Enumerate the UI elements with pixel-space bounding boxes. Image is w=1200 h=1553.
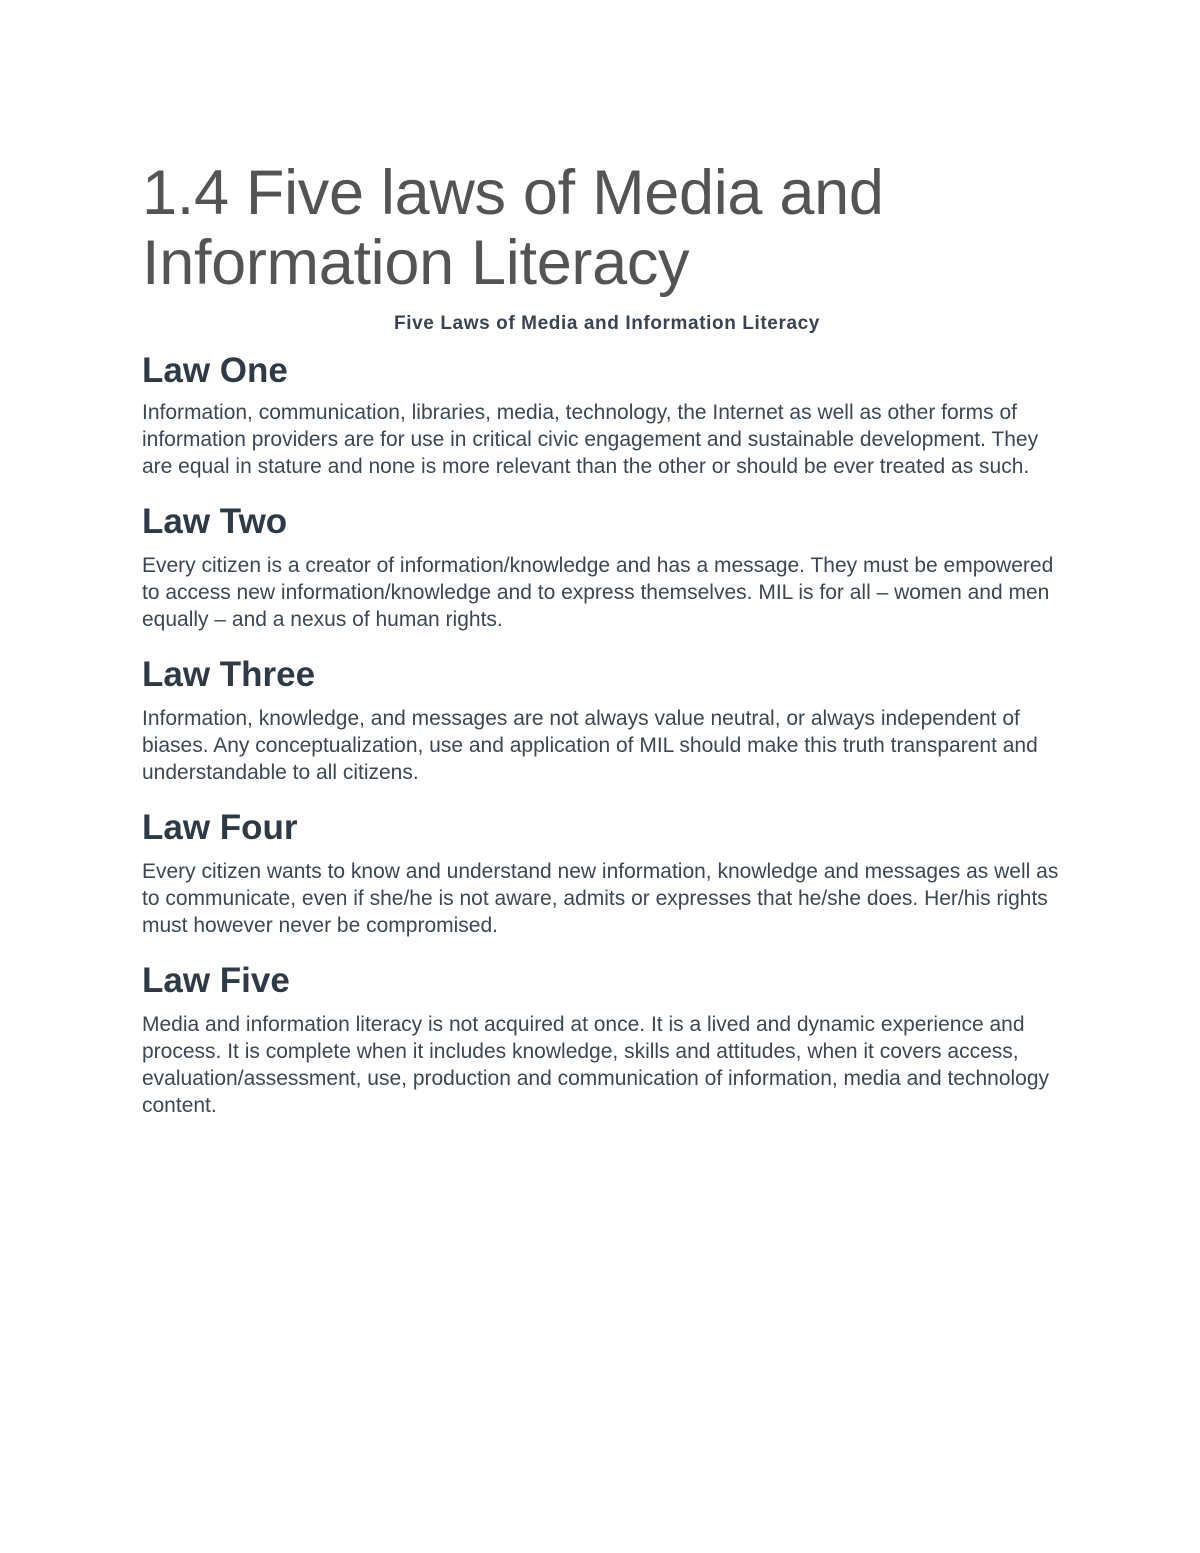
law-heading: Law One xyxy=(142,351,288,390)
law-heading: Law Five xyxy=(142,961,290,1000)
document-subtitle: Five Laws of Media and Information Literacy xyxy=(394,313,820,334)
law-heading: Law Two xyxy=(142,502,288,541)
law-heading: Law Three xyxy=(142,655,316,694)
law-section-two xyxy=(142,500,1072,633)
law-section-four xyxy=(142,806,1072,939)
law-heading: Law Four xyxy=(142,808,298,847)
law-body: Media and information literacy is not acquired at once. It is a lived and dynamic experience and process. It is complete when it includes knowledge, skills and attitudes, when it covers access, evaluation/assessment, use, production and communication of information, media and technology content. xyxy=(142,1013,1050,1117)
document-title: 1.4 Five laws of Media and Information Literacy xyxy=(142,158,884,298)
law-body: Information, communication, libraries, media, technology, the Internet as well as other forms of information providers are for use in critical civic engagement and sustainable development. They are equal in stature and none is more relevant than the other or should be ever treated as such. xyxy=(142,401,1039,478)
document-page xyxy=(142,158,1072,1119)
law-body: Every citizen is a creator of information/knowledge and has a message. They must be empowered to access new information/knowledge and to express themselves. MIL is for all – women and men equally – and a nexus of human rights. xyxy=(142,554,1054,631)
law-body: Information, knowledge, and messages are not always value neutral, or always independent of biases. Any conceptualization, use and application of MIL should make this truth transparent and understandable to all citizens. xyxy=(142,707,1038,784)
law-section-five xyxy=(142,959,1072,1119)
law-section-three xyxy=(142,653,1072,786)
law-body: Every citizen wants to know and understand new information, knowledge and messages as well as to communicate, even if she/he is not aware, admits or expresses that he/she does. Her/his rights must however never be compromised. xyxy=(142,860,1059,937)
law-section-one xyxy=(142,349,1072,480)
